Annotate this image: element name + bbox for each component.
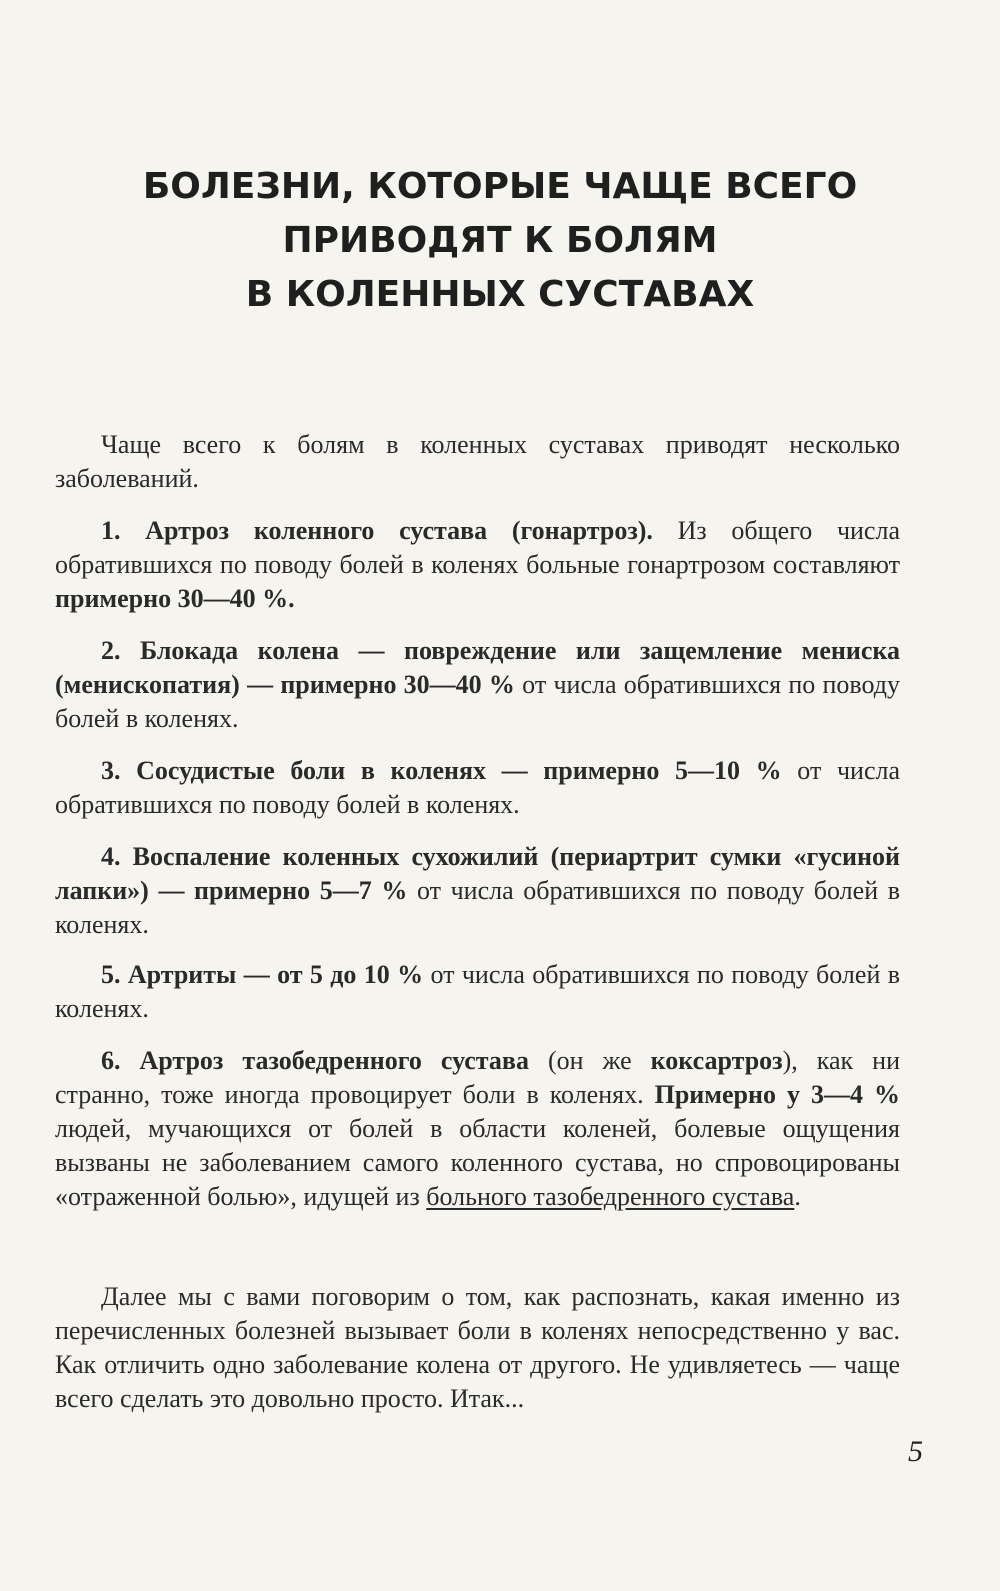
list-item-3 <box>55 754 900 822</box>
item-5-heading: 5. Артриты — от 5 до 10 % <box>101 960 424 989</box>
item-1-heading: 1. Артроз коленного сустава (гонартроз). <box>101 516 653 545</box>
outro-paragraph: Далее мы с вами поговорим о том, как распознать, какая именно из перечисленных болезней вызывает боли в коленях непосредственно у вас. Как отличить одно заболевание колена от другого. Не удивляетесь — чаще всего сделать это довольно просто. Итак... <box>55 1282 900 1413</box>
item-2-heading: 2. Блокада колена — повреждение или защемление мениска (менископатия) — примерно 30—40 % <box>55 636 900 699</box>
item-6-term: коксартроз <box>650 1046 783 1075</box>
item-3-text: от числа обратившихся по поводу болей в коленях. <box>55 756 900 819</box>
item-6-heading: 6. Артроз тазобедренного сустава <box>101 1046 529 1075</box>
page-title <box>60 160 940 322</box>
item-5-text: от числа обратившихся по поводу болей в коленях. <box>55 960 900 1023</box>
list-item-6 <box>55 1044 900 1214</box>
list-item-4 <box>55 840 900 942</box>
list-item-1 <box>55 514 900 616</box>
item-1-text: Из общего числа обратившихся по поводу болей в коленях больные гонартрозом составляют <box>55 516 900 579</box>
item-4-heading: 4. Воспаление коленных сухожилий (периартрит сумки «гусиной лапки») — примерно 5—7 % <box>55 842 900 905</box>
item-3-heading: 3. Сосудистые боли в коленях — примерно 5—10 % <box>101 756 782 785</box>
intro-paragraph: Чаще всего к болям в коленных суставах приводят несколько заболеваний. <box>55 430 900 493</box>
title-line-2: ПРИВОДЯТ К БОЛЯМ <box>282 220 718 261</box>
item-6-text-b: ), как ни странно, тоже иногда провоцирует боли в коленях. <box>55 1046 901 1109</box>
item-2-text: от числа обратившихся по поводу болей в коленях. <box>55 670 900 733</box>
item-6-percent: Примерно у 3—4 % <box>654 1080 900 1109</box>
title-line-3: В КОЛЕННЫХ СУСТАВАХ <box>245 274 755 315</box>
item-1-percent: примерно 30—40 %. <box>55 584 295 613</box>
item-4-text: от числа обратившихся по поводу болей в коленях. <box>55 876 900 939</box>
item-6-text-c: людей, мучающихся от болей в области коленей, болевые ощущения вызваны не заболеванием самого коленного сустава, но спровоцированы «отраженной болью», идущей из <box>55 1114 900 1211</box>
list-item-2 <box>55 634 900 736</box>
title-line-1: БОЛЕЗНИ, КОТОРЫЕ ЧАЩЕ ВСЕГО <box>142 166 858 207</box>
item-6-underlined: больного тазобедренного сустава <box>426 1182 795 1211</box>
item-6-text-d: . <box>794 1182 801 1211</box>
page-number: 5 <box>908 1435 923 1468</box>
item-6-text-a: (он же <box>528 1046 651 1075</box>
list-item-5 <box>55 958 900 1026</box>
